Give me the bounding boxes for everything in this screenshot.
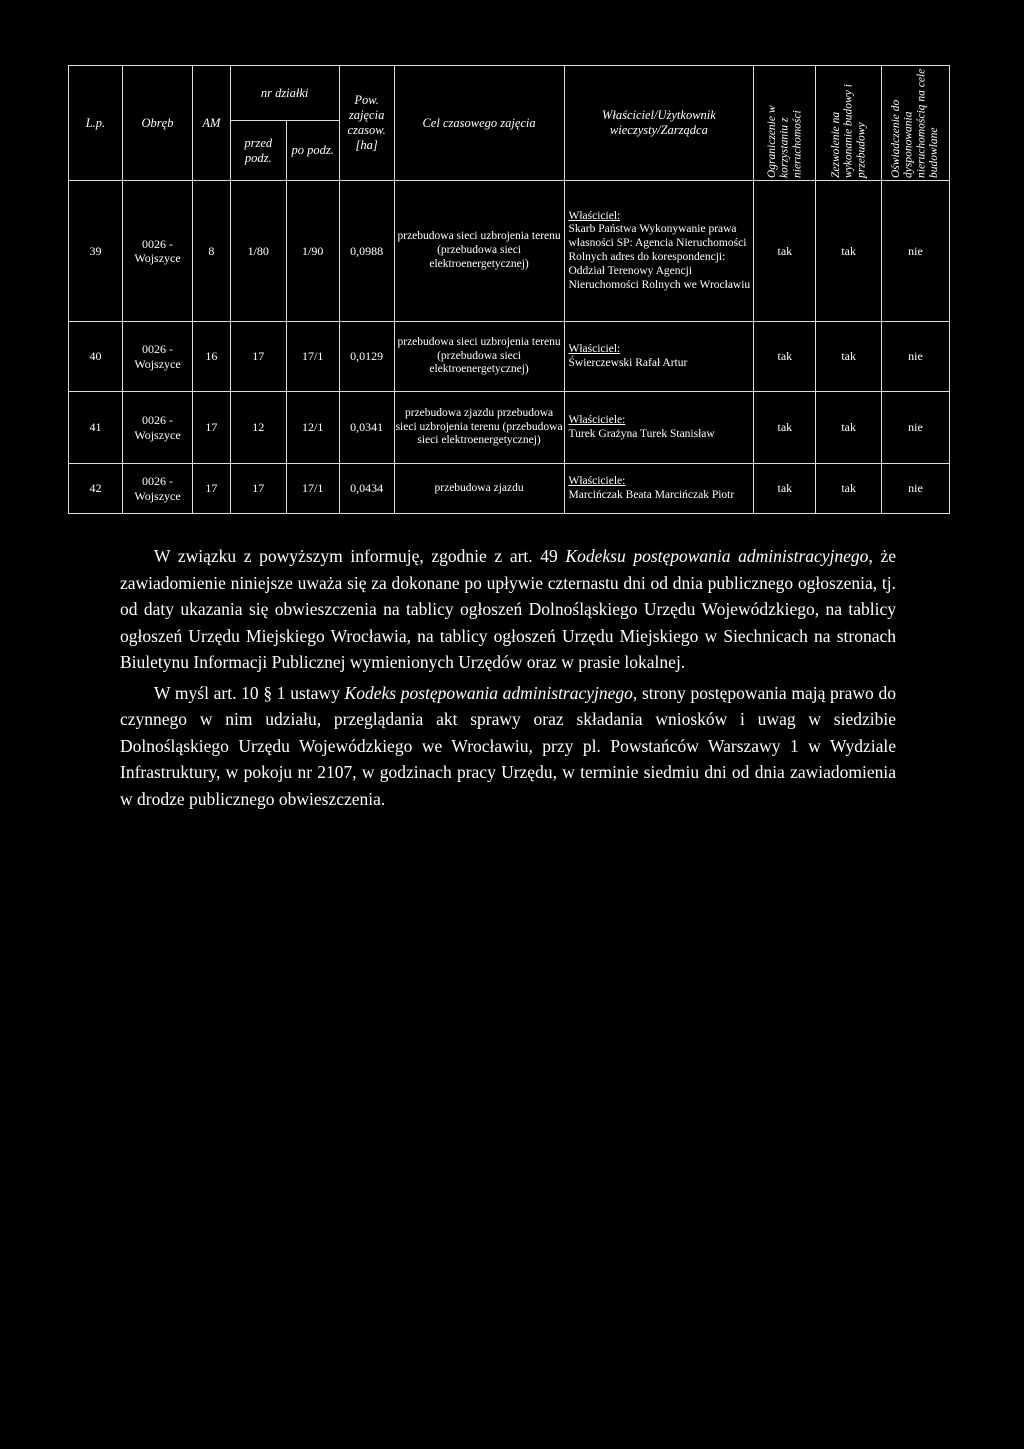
owner-name: Świerczewski Rafał Artur bbox=[568, 356, 688, 369]
table-row bbox=[69, 181, 950, 322]
cell-przed: 17 bbox=[230, 322, 286, 392]
cell-oswiadczenie: nie bbox=[881, 181, 949, 322]
header-zezwolenie-text: Zezwolenie na wykonanie budowy i przebudowy bbox=[829, 84, 867, 178]
cell-pow: 0,0988 bbox=[339, 181, 394, 322]
paragraph-notice bbox=[120, 543, 896, 676]
paragraph-notice-start: W związku z powyższym informuję, zgodnie z art. 49 bbox=[154, 546, 566, 566]
header-cel: Cel czasowego zajęcia bbox=[394, 66, 564, 181]
cell-oswiadczenie: nie bbox=[881, 322, 949, 392]
cell-lp: 40 bbox=[69, 322, 123, 392]
cell-oswiadczenie: nie bbox=[881, 392, 949, 464]
cell-lp: 39 bbox=[69, 181, 123, 322]
owner-name: Marcińczak Beata Marcińczak Piotr bbox=[568, 488, 735, 501]
header-zezwolenie bbox=[816, 66, 882, 181]
owner-label: Właściciele: bbox=[568, 413, 626, 426]
owner-name: Skarb Państwa Wykonywanie prawa własności SP: Agencia Nieruchomości Rolnych adres do korespondencji: Oddział Terenowy Agencji Nieruchomości Rolnych we Wrocławiu bbox=[568, 223, 751, 291]
header-lp: L.p. bbox=[69, 66, 123, 181]
cell-cel: przebudowa sieci uzbrojenia terenu (przebudowa sieci elektroenergetycznej) bbox=[394, 181, 564, 322]
cell-am: 17 bbox=[193, 392, 230, 464]
cell-lp: 41 bbox=[69, 392, 123, 464]
header-pow: Pow. zajęcia czasow. [ha] bbox=[339, 66, 394, 181]
cell-owner bbox=[564, 464, 754, 514]
cell-zezwolenie: tak bbox=[816, 392, 882, 464]
cell-obreb: 0026 - Wojszyce bbox=[122, 181, 192, 322]
cell-przed: 1/80 bbox=[230, 181, 286, 322]
cell-owner bbox=[564, 392, 754, 464]
cell-ograniczenie: tak bbox=[754, 322, 816, 392]
paragraph-rights bbox=[120, 680, 896, 813]
document-body bbox=[120, 543, 896, 812]
header-oswiadczenie-text: Oświadczenie do dysponowania nieruchomością na cele budowlane bbox=[890, 68, 941, 178]
cell-po: 17/1 bbox=[286, 464, 339, 514]
cell-po: 1/90 bbox=[286, 181, 339, 322]
header-ograniczenie bbox=[754, 66, 816, 181]
cell-cel: przebudowa sieci uzbrojenia terenu (przebudowa sieci elektroenergetycznej) bbox=[394, 322, 564, 392]
cell-oswiadczenie: nie bbox=[881, 464, 949, 514]
paragraph-rights-end: , strony postępowania mają prawo do czynnego w nim udziału, przeglądania akt sprawy oraz składania wniosków i uwag w siedzibie Dolnośląskiego Urzędu Wojewódzkiego we Wrocławiu, przy pl. Powstańców Warszawy 1 w Wydziale Infrastruktury, w pokoju nr 2107, w godzinach pracy Urzędu, w terminie siedmiu dni od dnia zawiadomienia w drodze publicznego obwieszczenia. bbox=[120, 682, 896, 809]
cell-lp: 42 bbox=[69, 464, 123, 514]
owner-label: Właściciel: bbox=[568, 342, 621, 355]
header-oswiadczenie bbox=[881, 66, 949, 181]
cell-am: 17 bbox=[193, 464, 230, 514]
cell-ograniczenie: tak bbox=[754, 392, 816, 464]
cell-pow: 0,0129 bbox=[339, 322, 394, 392]
header-am: AM bbox=[193, 66, 230, 181]
header-przed: przed podz. bbox=[230, 121, 286, 181]
cell-am: 8 bbox=[193, 181, 230, 322]
table-row bbox=[69, 464, 950, 514]
table-row bbox=[69, 322, 950, 392]
owner-label: Właściciel: bbox=[568, 209, 621, 222]
cell-po: 12/1 bbox=[286, 392, 339, 464]
cell-owner bbox=[564, 322, 754, 392]
cell-zezwolenie: tak bbox=[816, 181, 882, 322]
cell-cel: przebudowa zjazdu bbox=[394, 464, 564, 514]
cell-cel: przebudowa zjazdu przebudowa sieci uzbrojenia terenu (przebudowa sieci elektroenergetycznej) bbox=[394, 392, 564, 464]
cell-obreb: 0026 - Wojszyce bbox=[122, 464, 192, 514]
parcel-table bbox=[68, 65, 950, 514]
code-name-kpa: Kodeksu postępowania administracyjnego bbox=[565, 546, 869, 566]
header-wlasciciel: Właściciel/Użytkownik wieczysty/Zarządca bbox=[564, 66, 754, 181]
header-obreb: Obręb bbox=[122, 66, 192, 181]
header-nr-dzialki: nr działki bbox=[230, 66, 339, 121]
cell-zezwolenie: tak bbox=[816, 464, 882, 514]
cell-pow: 0,0434 bbox=[339, 464, 394, 514]
paragraph-rights-start: W myśl art. 10 § 1 ustawy bbox=[154, 682, 345, 703]
owner-label: Właściciele: bbox=[568, 474, 626, 487]
cell-zezwolenie: tak bbox=[816, 322, 882, 392]
cell-przed: 12 bbox=[230, 392, 286, 464]
cell-po: 17/1 bbox=[286, 322, 339, 392]
header-po: po podz. bbox=[286, 121, 339, 181]
owner-name: Turek Grażyna Turek Stanisław bbox=[568, 427, 715, 440]
code-name-kpa-2: Kodeks postępowania administracyjnego bbox=[344, 682, 633, 703]
cell-ograniczenie: tak bbox=[754, 464, 816, 514]
header-ograniczenie-text: Ograniczenie w korzystaniu z nieruchomości bbox=[765, 105, 804, 178]
cell-am: 16 bbox=[193, 322, 230, 392]
cell-ograniczenie: tak bbox=[754, 181, 816, 322]
cell-obreb: 0026 - Wojszyce bbox=[122, 392, 192, 464]
table-row bbox=[69, 392, 950, 464]
cell-przed: 17 bbox=[230, 464, 286, 514]
cell-obreb: 0026 - Wojszyce bbox=[122, 322, 192, 392]
cell-owner bbox=[564, 181, 754, 322]
paragraph-notice-end: , że zawiadomienie niniejsze uważa się za dokonane po upływie czternastu dni od dnia publicznego ogłoszenia, tj. od daty ukazania się obwieszczenia na tablicy ogłoszeń Dolnośląskiego Urzędu Wojewódzkiego, na tablicy ogłoszeń Urzędu Miejskiego Wrocławia, na tablicy ogłoszeń Urzędu Miejskiego w Siechnicach na stronach Biuletynu Informacji Publicznej wymienionych Urzędów oraz w prasie lokalnej. bbox=[120, 546, 896, 672]
cell-pow: 0,0341 bbox=[339, 392, 394, 464]
